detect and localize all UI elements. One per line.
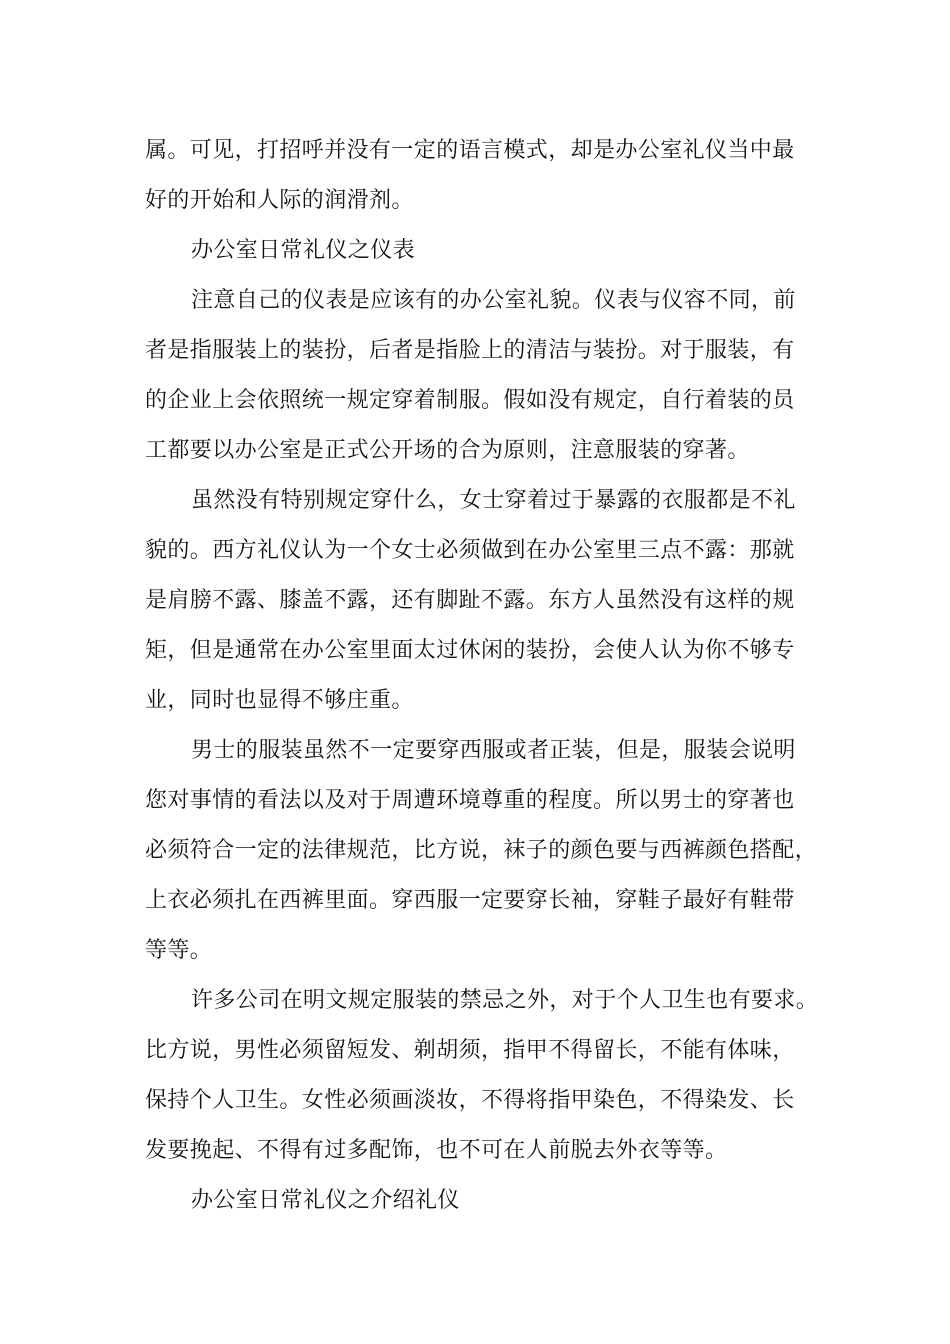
- text-line: 好的开始和人际的润滑剂。: [145, 188, 414, 213]
- text-line: 等等。: [145, 938, 213, 963]
- text-line: 上衣必须扎在西裤里面。穿西服一定要穿长袖，穿鞋子最好有鞋带: [145, 888, 795, 913]
- text-line: 比方说，男性必须留短发、剃胡须，指甲不得留长，不能有体味，: [145, 1038, 795, 1063]
- text-line: 注意自己的仪表是应该有的办公室礼貌。仪表与仪容不同，前: [191, 288, 796, 313]
- text-line: 男士的服装虽然不一定要穿西服或者正装，但是，服装会说明: [191, 738, 796, 763]
- text-line: 虽然没有特别规定穿什么，女士穿着过于暴露的衣服都是不礼: [191, 488, 796, 513]
- text-line: 工都要以办公室是正式公开场的合为原则，注意服装的穿著。: [145, 438, 750, 463]
- text-line: 者是指服装上的装扮，后者是指脸上的清洁与装扮。对于服装，有: [145, 338, 795, 363]
- text-line: 您对事情的看法以及对于周遭环境尊重的程度。所以男士的穿著也: [145, 788, 795, 813]
- text-line: 属。可见，打招呼并没有一定的语言模式，却是办公室礼仪当中最: [145, 138, 795, 163]
- text-line: 许多公司在明文规定服装的禁忌之外，对于个人卫生也有要求。: [191, 988, 819, 1013]
- text-line: 貌的。西方礼仪认为一个女士必须做到在办公室里三点不露：那就: [145, 538, 795, 563]
- section-heading: 办公室日常礼仪之仪表: [191, 238, 416, 263]
- section-heading: 办公室日常礼仪之介绍礼仪: [191, 1188, 460, 1213]
- text-line: 保持个人卫生。女性必须画淡妆，不得将指甲染色，不得染发、长: [145, 1088, 795, 1113]
- text-line: 业，同时也显得不够庄重。: [145, 688, 414, 713]
- text-line: 是肩膀不露、膝盖不露，还有脚趾不露。东方人虽然没有这样的规: [145, 588, 795, 613]
- text-line: 矩，但是通常在办公室里面太过休闲的装扮，会使人认为你不够专: [145, 638, 795, 663]
- text-line: 发要挽起、不得有过多配饰，也不可在人前脱去外衣等等。: [145, 1138, 728, 1163]
- text-line: 必须符合一定的法律规范，比方说，袜子的颜色要与西裤颜色搭配，: [145, 838, 818, 863]
- text-line: 的企业上会依照统一规定穿着制服。假如没有规定，自行着装的员: [145, 388, 795, 413]
